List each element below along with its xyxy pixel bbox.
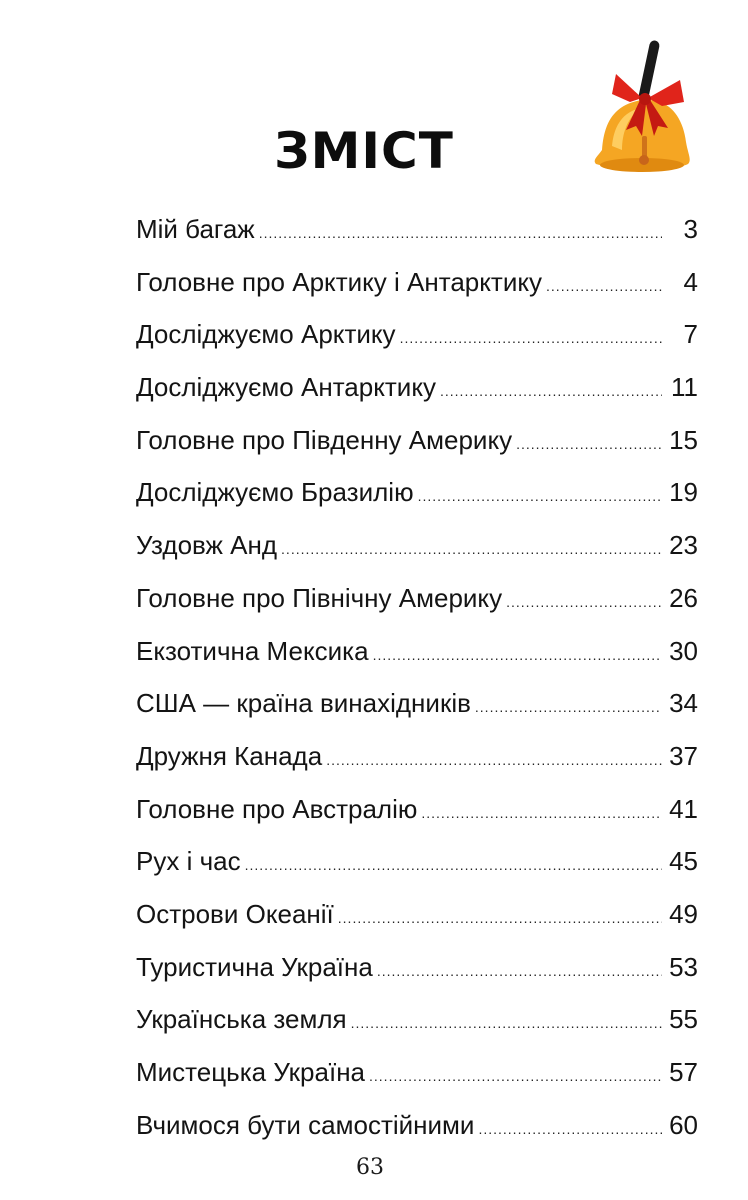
toc-entry-page: 3 [683, 214, 698, 244]
toc-entry-title: Головне про Австралію [136, 793, 418, 824]
dot-leader [373, 629, 662, 682]
toc-entry-title: Дружня Канада [136, 740, 323, 771]
toc-entry-page: 53 [669, 951, 698, 982]
toc-entry[interactable] [136, 414, 698, 467]
dot-leader [245, 839, 662, 892]
toc-entry-title: Острови Океанії [136, 898, 334, 929]
dot-leader [259, 207, 662, 260]
toc-entry-page: 37 [669, 740, 698, 771]
dot-leader [546, 260, 662, 313]
toc-entry-page: 34 [669, 688, 698, 719]
dot-leader [369, 1050, 662, 1103]
toc-entry[interactable] [136, 1046, 698, 1099]
toc-entry-title: США — країна винахідників [136, 688, 471, 719]
toc-entry[interactable] [136, 203, 698, 256]
toc-entry[interactable] [136, 783, 698, 836]
toc-entry-title: Головне про Арктику і Антарктику [136, 266, 543, 297]
toc-entry-page: 45 [669, 846, 698, 877]
toc-entry[interactable] [136, 888, 698, 941]
table-of-contents [136, 203, 698, 1151]
toc-entry[interactable] [136, 677, 698, 730]
page-number: 63 [356, 1155, 384, 1180]
toc-entry-page: 15 [669, 424, 698, 455]
dot-leader [506, 576, 662, 629]
toc-entry-title: Досліджуємо Арктику [136, 319, 396, 350]
toc-entry[interactable] [136, 466, 698, 519]
toc-entry[interactable] [136, 308, 698, 361]
toc-entry-page: 26 [669, 582, 698, 613]
toc-entry-page: 4 [683, 266, 698, 297]
toc-entry-title: Головне про Південну Америку [136, 424, 513, 455]
toc-entry-page: 7 [683, 319, 698, 350]
dot-leader [338, 892, 662, 945]
toc-entry-page: 11 [671, 372, 698, 403]
toc-entry-page: 60 [669, 1109, 698, 1140]
toc-entry-page: 23 [669, 530, 698, 561]
toc-entry-title: Досліджуємо Антарктику [136, 372, 436, 403]
toc-entry[interactable] [136, 1099, 698, 1152]
page-title: ЗМІСТ [274, 121, 454, 180]
dot-leader [475, 681, 662, 734]
toc-entry-title: Туристична Україна [136, 951, 373, 982]
toc-entry-title: Українська земля [136, 1004, 347, 1035]
dot-leader [281, 523, 662, 576]
dot-leader [516, 418, 662, 471]
dot-leader [440, 365, 662, 418]
toc-entry-title: Головне про Північну Америку [136, 582, 503, 613]
dot-leader [326, 734, 662, 787]
toc-entry[interactable] [136, 361, 698, 414]
toc-entry-page: 41 [669, 793, 698, 824]
toc-entry[interactable] [136, 625, 698, 678]
toc-entry[interactable] [136, 519, 698, 572]
toc-entry-page: 30 [669, 635, 698, 666]
toc-entry-page: 55 [669, 1004, 698, 1035]
toc-entry-title: Екзотична Мексика [136, 635, 369, 666]
dot-leader [377, 945, 662, 998]
toc-entry[interactable] [136, 941, 698, 994]
toc-entry[interactable] [136, 256, 698, 309]
toc-entry-title: Мій багаж [136, 214, 255, 244]
dot-leader [400, 312, 662, 365]
toc-entry-title: Уздовж Анд [136, 530, 278, 561]
bell-icon [582, 38, 692, 178]
dot-leader [421, 787, 662, 840]
toc-entry-page: 57 [669, 1057, 698, 1087]
toc-entry-title: Мистецька Україна [136, 1057, 366, 1087]
toc-entry[interactable] [136, 835, 698, 888]
toc-entry-title: Рух і час [136, 846, 241, 877]
toc-entry-page: 19 [669, 477, 698, 508]
dot-leader [351, 997, 662, 1050]
toc-entry-title: Досліджуємо Бразилію [136, 477, 414, 508]
toc-entry-page: 49 [669, 898, 698, 929]
toc-entry[interactable] [136, 730, 698, 783]
toc-entry-title: Вчимося бути самостійними [136, 1109, 475, 1140]
dot-leader [418, 470, 662, 523]
toc-entry[interactable] [136, 572, 698, 625]
dot-leader [478, 1103, 662, 1156]
toc-entry[interactable] [136, 993, 698, 1046]
